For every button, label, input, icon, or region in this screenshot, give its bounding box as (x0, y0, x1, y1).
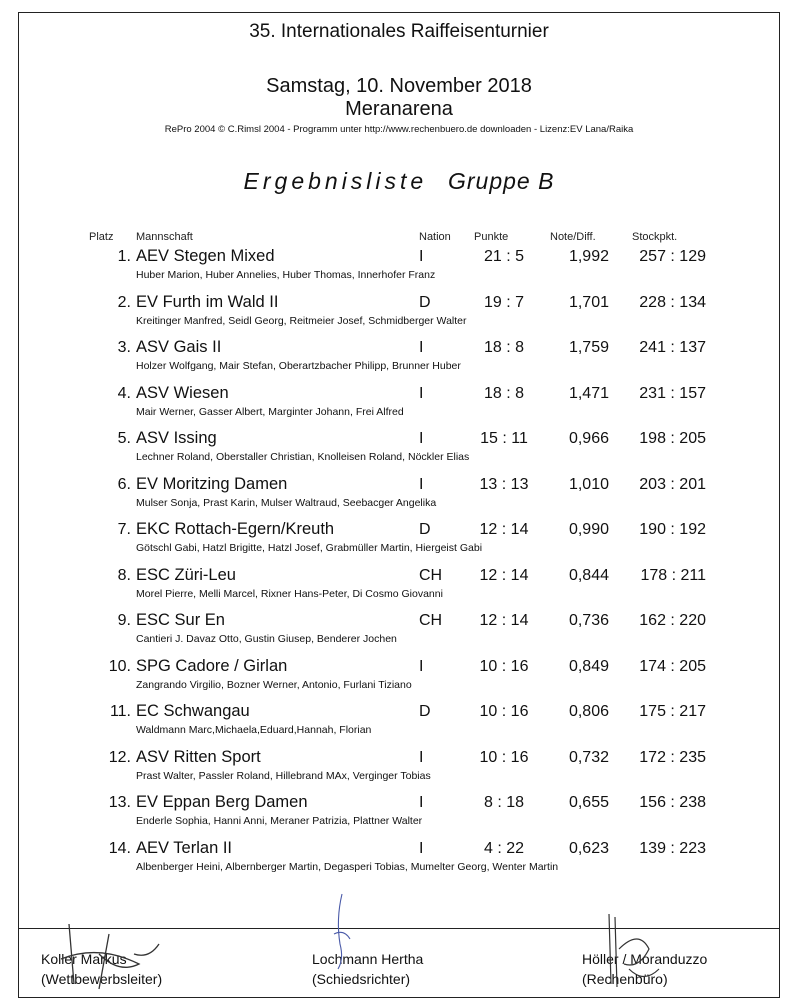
quotient-cell: 0,736 (568, 612, 609, 629)
place-cell: 12. (108, 748, 131, 766)
quotient-cell: 0,990 (568, 521, 609, 538)
nation-cell: I (419, 339, 424, 356)
team-name: EV Moritzing Damen (136, 474, 288, 493)
team-members: Cantieri J. Davaz Otto, Gustin Giusep, Benderer Jochen (136, 633, 397, 645)
quotient-cell: 0,623 (568, 839, 609, 857)
tournament-title: 35. Internationales Raiffeisenturnier (249, 21, 549, 42)
team-name: ASV Ritten Sport (136, 747, 261, 766)
points-cell: 15 : 11 (480, 430, 528, 447)
signature-name-2: Lochmann Hertha (312, 951, 424, 967)
points-cell: 18 : 8 (483, 339, 525, 356)
stock-points-cell: 172 : 235 (639, 748, 706, 766)
team-name: EKC Rottach-Egern/Kreuth (136, 520, 335, 538)
table-row (19, 339, 779, 383)
team-members: Morel Pierre, Melli Marcel, Rixner Hans-Peter, Di Cosmo Giovanni (136, 587, 443, 600)
stock-points-cell: 175 : 217 (639, 703, 706, 720)
col-header-note: Note/Diff. (550, 231, 596, 243)
points-cell: 19 : 7 (483, 293, 525, 311)
team-members: Prast Walter, Passler Roland, Hillebrand MAx, Verginger Tobias (136, 769, 431, 782)
team-members: Lechner Roland, Oberstaller Christian, Knolleisen Roland, Nöckler Elias (136, 451, 470, 463)
stock-points-cell: 231 : 157 (639, 384, 706, 402)
table-row (19, 658, 779, 702)
place-cell: 9. (117, 612, 131, 629)
points-cell: 12 : 14 (479, 521, 529, 538)
team-members: Götschl Gabi, Hatzl Brigitte, Hatzl Josef, Grabmüller Martin, Hiergeist Gabi (136, 542, 483, 554)
place-cell: 2. (117, 293, 131, 311)
place-cell: 8. (117, 566, 131, 584)
stock-points-cell: 178 : 211 (640, 566, 706, 584)
stock-points-cell: 241 : 137 (639, 339, 706, 356)
team-name: ASV Issing (136, 429, 217, 447)
table-row (19, 294, 779, 338)
team-members: Holzer Wolfgang, Mair Stefan, Oberartzbacher Philipp, Brunner Huber (136, 360, 461, 372)
table-row (19, 840, 779, 884)
nation-cell: D (419, 703, 431, 720)
team-members: Waldmann Marc,Michaela,Eduard,Hannah, Florian (136, 724, 372, 736)
signature-footer (19, 928, 779, 999)
col-header-platz: Platz (89, 231, 114, 243)
table-row (19, 248, 779, 292)
quotient-cell: 1,759 (568, 339, 609, 356)
points-cell: 21 : 5 (483, 248, 525, 265)
place-cell: 11. (109, 703, 131, 720)
nation-cell: I (419, 384, 424, 402)
place-cell: 4. (117, 384, 131, 402)
document-frame (18, 12, 780, 998)
points-cell: 13 : 13 (479, 475, 529, 493)
event-venue: Meranarena (345, 98, 453, 120)
points-cell: 10 : 16 (479, 657, 529, 675)
points-cell: 12 : 14 (479, 612, 529, 629)
table-row (19, 612, 779, 656)
stock-points-cell: 198 : 205 (639, 430, 706, 447)
event-date: Samstag, 10. November 2018 (266, 75, 532, 97)
quotient-cell: 0,849 (568, 657, 609, 675)
team-name: ESC Züri-Leu (136, 565, 236, 584)
quotient-cell: 1,701 (568, 293, 609, 311)
signature-role-2: (Schiedsrichter) (312, 971, 411, 987)
team-members: Huber Marion, Huber Annelies, Huber Thomas, Innerhofer Franz (136, 269, 436, 281)
software-credit: RePro 2004 © C.Rimsl 2004 - Programm unter http://www.rechenbuero.de downloaden - Lizenz:EV Lana/Raika (164, 124, 634, 135)
table-row (19, 703, 779, 747)
team-name: EV Eppan Berg Damen (136, 793, 308, 811)
place-cell: 5. (117, 430, 131, 447)
points-cell: 8 : 18 (483, 794, 525, 811)
place-cell: 1. (117, 248, 131, 265)
handwritten-signature-3 (579, 909, 679, 994)
team-members: Mulser Sonja, Prast Karin, Mulser Waltraud, Seebacger Angelika (136, 496, 437, 509)
col-header-nation: Nation (419, 231, 451, 243)
stock-points-cell: 203 : 201 (639, 475, 706, 493)
signature-role-3: (Rechenbüro) (582, 971, 668, 987)
nation-cell: CH (419, 566, 443, 584)
points-cell: 18 : 8 (483, 384, 525, 402)
col-header-stock: Stockpkt. (632, 231, 678, 243)
stock-points-cell: 174 : 205 (639, 657, 706, 675)
team-name: EC Schwangau (136, 702, 250, 720)
table-row (19, 385, 779, 429)
signature-name-1: Koller Markus (41, 951, 127, 967)
nation-cell: I (419, 839, 424, 857)
team-members: Enderle Sophia, Hanni Anni, Meraner Patrizia, Plattner Walter (136, 815, 423, 827)
points-cell: 4 : 22 (483, 839, 525, 857)
quotient-cell: 1,992 (568, 248, 609, 265)
table-row (19, 430, 779, 474)
place-cell: 14. (108, 839, 131, 857)
table-row (19, 567, 779, 611)
stock-points-cell: 228 : 134 (639, 293, 706, 311)
nation-cell: I (419, 794, 424, 811)
table-row (19, 476, 779, 520)
team-name: AEV Stegen Mixed (136, 247, 275, 265)
title-part2: Gruppe B (448, 168, 555, 194)
nation-cell: D (419, 293, 431, 311)
team-name: ASV Wiesen (136, 383, 229, 402)
col-header-mannschaft: Mannschaft (136, 231, 193, 243)
handwritten-signature-2 (314, 889, 374, 979)
stock-points-cell: 139 : 223 (639, 839, 706, 857)
nation-cell: I (419, 748, 424, 766)
nation-cell: I (419, 248, 424, 265)
nation-cell: I (419, 475, 424, 493)
place-cell: 6. (117, 475, 131, 493)
stock-points-cell: 190 : 192 (639, 521, 706, 538)
team-name: ESC Sur En (136, 611, 225, 629)
quotient-cell: 1,010 (568, 475, 609, 493)
nation-cell: I (419, 430, 424, 447)
nation-cell: D (419, 521, 431, 538)
quotient-cell: 0,844 (568, 566, 609, 584)
points-cell: 10 : 16 (479, 703, 529, 720)
place-cell: 10. (108, 657, 131, 675)
team-name: ASV Gais II (136, 338, 222, 356)
signature-role-1: (Wettbewerbsleiter) (41, 971, 163, 987)
col-header-punkte: Punkte (474, 231, 509, 243)
quotient-cell: 0,966 (568, 430, 609, 447)
stock-points-cell: 156 : 238 (639, 794, 706, 811)
place-cell: 3. (117, 339, 131, 356)
nation-cell: I (419, 657, 424, 675)
quotient-cell: 1,471 (568, 384, 609, 402)
team-name: SPG Cadore / Girlan (136, 656, 288, 675)
table-row (19, 521, 779, 565)
stock-points-cell: 257 : 129 (639, 248, 706, 265)
points-cell: 10 : 16 (479, 748, 529, 766)
handwritten-signature-1 (39, 914, 179, 994)
team-members: Kreitinger Manfred, Seidl Georg, Reitmeier Josef, Schmidberger Walter (136, 314, 467, 327)
team-members: Albenberger Heini, Albernberger Martin, Degasperi Tobias, Mumelter Georg, Wenter Martin (136, 860, 559, 873)
quotient-cell: 0,806 (568, 703, 609, 720)
quotient-cell: 0,732 (568, 748, 609, 766)
place-cell: 13. (108, 794, 131, 811)
quotient-cell: 0,655 (568, 794, 609, 811)
team-members: Mair Werner, Gasser Albert, Marginter Johann, Frei Alfred (136, 405, 404, 418)
stock-points-cell: 162 : 220 (639, 612, 706, 629)
table-row (19, 749, 779, 793)
team-name: AEV Terlan II (136, 838, 232, 857)
nation-cell: CH (419, 612, 443, 629)
result-list-title (19, 168, 779, 195)
team-name: EV Furth im Wald II (136, 292, 279, 311)
table-row (19, 794, 779, 838)
points-cell: 12 : 14 (479, 566, 529, 584)
team-members: Zangrando Virgilio, Bozner Werner, Antonio, Furlani Tiziano (136, 678, 412, 691)
place-cell: 7. (117, 521, 131, 538)
signature-name-3: Höller / Moranduzzo (582, 951, 708, 967)
title-part1: Ergebnisliste (243, 168, 428, 194)
